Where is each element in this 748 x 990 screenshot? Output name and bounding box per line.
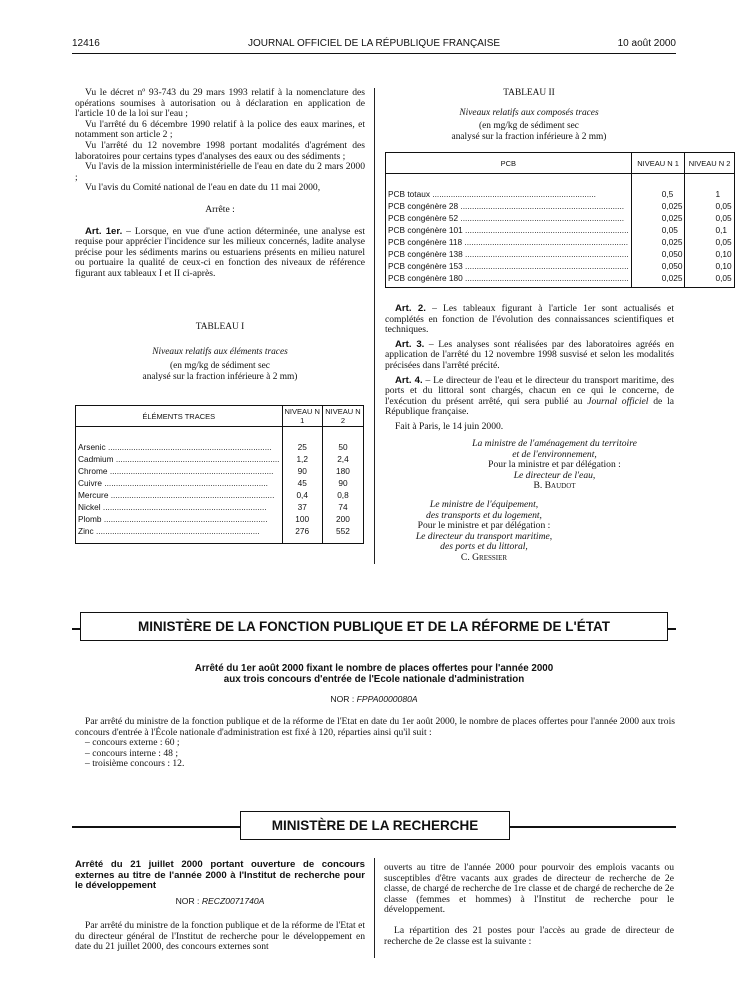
n1-value: 276 (282, 525, 322, 544)
table2-header-pcb: PCB (386, 153, 632, 174)
n1-value: 37 (282, 501, 322, 513)
element-name: Zinc ..... (78, 525, 280, 537)
table1-unit-line1: (en mg/kg de sédiment sec (170, 361, 270, 372)
table2-subtitle: Niveaux relatifs aux composés traces (459, 107, 599, 118)
n1-value: 0,4 (282, 489, 322, 501)
left-column (75, 88, 365, 280)
table-row (386, 272, 735, 288)
table1-header-element: ÉLÉMENTS TRACES (76, 406, 283, 427)
n1-value: 25 (282, 441, 322, 453)
article-3 (385, 340, 674, 372)
table-row (76, 477, 364, 489)
table-row (76, 441, 364, 453)
n2-value: 90 (322, 477, 363, 489)
fait-a-paris: Fait à Paris, le 14 juin 2000. (395, 420, 504, 432)
table1-subtitle: Niveaux relatifs aux éléments traces (152, 346, 288, 357)
sig2-line1: Le ministre de l'équipement, (429, 499, 539, 510)
sig1-line4: Le directeur de l'eau, (513, 469, 596, 481)
table-row (386, 200, 735, 212)
sig2-line3: Pour le ministre et par délégation : (417, 520, 551, 532)
table-row (386, 212, 735, 224)
table1-title: TABLEAU I (195, 322, 245, 332)
table1-header-n1: NIVEAU N 1 (282, 406, 322, 427)
page-number: 12416 (72, 38, 100, 49)
table-row (76, 513, 364, 525)
n2-value: 74 (322, 501, 363, 513)
section1-nor (72, 694, 676, 704)
section2-right-paragraph-2: La répartition des 21 postes pour l'accès au grade de directeur de recherche de 2e classe est la suivante : (384, 924, 674, 947)
article-2 (385, 304, 674, 336)
sig1-line3: Pour la ministre et par délégation : (488, 459, 621, 471)
n2-value: 0,05 (685, 236, 734, 248)
section1-nor-code: FPPA0000080A (356, 694, 418, 704)
table-row (386, 236, 735, 248)
table2-header-n2: NIVEAU N 2 (685, 153, 734, 174)
n2-value: 552 (322, 525, 363, 544)
pcb-name: PCB congénère 101 ..... (388, 224, 629, 236)
table2-unit-line1: (en mg/kg de sédiment sec (479, 121, 579, 132)
article-1 (75, 227, 365, 280)
sig1-line1: La ministre de l'aménagement du territoire (472, 438, 637, 449)
element-name: Cuivre ..... (78, 477, 280, 489)
n1-value: 45 (282, 477, 322, 489)
table1-header-n2: NIVEAU N 2 (322, 406, 363, 427)
table2-title: TABLEAU II (503, 88, 555, 98)
article-4-label: Art. 4. (395, 374, 423, 386)
list-item: – concours interne : 48 ; (85, 747, 178, 759)
section2-nor (75, 896, 365, 906)
signature-environment (385, 439, 674, 492)
visa-1: Vu le décret nº 93-743 du 29 mars 1993 relatif à la nomenclature des opérations soumises à autorisation ou à déclaration en application de l'article 10 de la loi sur l'eau ; (75, 87, 365, 120)
n1-value: 90 (282, 465, 322, 477)
n2-value: 0,10 (685, 248, 734, 260)
n1-value: 0,05 (631, 224, 685, 236)
table1-caption (75, 322, 365, 382)
section1-body (75, 717, 675, 770)
n2-value: 0,05 (685, 212, 734, 224)
section2-nor-label: NOR : (175, 896, 200, 906)
sig2-line2: des transports et du logement, (426, 509, 542, 521)
table-row (386, 260, 735, 272)
pcb-name: PCB totaux ..... (388, 188, 629, 200)
section1-nor-label: NOR : (330, 694, 355, 704)
pcb-name: PCB congénère 138 ..... (388, 248, 629, 260)
list-item: – concours externe : 60 ; (85, 737, 180, 749)
n2-value: 1 (685, 188, 734, 200)
table-row (76, 501, 364, 513)
visa-3: Vu l'arrêté du 12 novembre 1998 portant modalités d'agrément des laboratoires pour certains types d'analyses des eaux ou des sédiments ; (75, 139, 365, 162)
article-3-text: – Les analyses sont réalisées par des laboratoires agréés en application de l'arrêté du 12 novembre 1998 susvisé et selon les modalités précisées dans l'arrêté précité. (385, 338, 674, 371)
table1 (75, 405, 364, 544)
table2-unit-line2: analysé sur la fraction inférieure à 2 mm) (451, 131, 607, 142)
table-row (76, 465, 364, 477)
section1-title-line1: Arrêté du 1er août 2000 fixant le nombre de places offertes pour l'année 2000 (194, 663, 554, 674)
section2-title: Arrêté du 21 juillet 2000 portant ouverture de concours externes au titre de l'année 2000 à l'Institut de recherche pour le développement (75, 859, 365, 892)
section1-banner: MINISTÈRE DE LA FONCTION PUBLIQUE ET DE LA RÉFORME DE L'ÉTAT (80, 612, 668, 641)
n2-value: 2,4 (322, 453, 363, 465)
section1-paragraph: Par arrêté du ministre de la fonction publique et de la réforme de l'Etat en date du 1er août 2000, le nombre de places offertes pour l'année 2000 aux trois concours d'entrée à l'École nationale d'administration est fixé à 120, réparties ainsi qu'il suit : (75, 716, 675, 738)
pcb-name: PCB congénère 153 ..... (388, 260, 629, 272)
n2-value: 0,8 (322, 489, 363, 501)
n2-value: 0,10 (685, 260, 734, 272)
element-name: Chrome ..... (78, 465, 280, 477)
table-row (76, 453, 364, 465)
n1-value: 0,025 (631, 236, 685, 248)
table2 (385, 152, 732, 288)
n2-value: 0,05 (685, 200, 734, 212)
section2-right-paragraph: ouverts au titre de l'année 2000 pour pourvoir des emplois vacants ou susceptibles d'être vacants aux grades de directeur de recherche de 2e classe, de chargé de recherche de 1re classe et de chargé de recherche de 2e classe (femmes et hommes) à l'Institut de recherche pour le développement. (384, 862, 674, 916)
section2-right-body (384, 863, 674, 947)
element-name: Cadmium ..... (78, 453, 280, 465)
n1-value: 0,050 (631, 248, 685, 260)
n2-value: 0,1 (685, 224, 734, 236)
n2-value: 50 (322, 441, 363, 453)
signature-transport (384, 500, 584, 564)
table-row (386, 188, 735, 200)
table2-caption (384, 88, 674, 142)
article-4 (385, 376, 674, 418)
section2-nor-code: RECZ0071740A (201, 896, 265, 906)
right-articles (385, 304, 674, 433)
n1-value: 0,5 (631, 188, 685, 200)
n2-value: 200 (322, 513, 363, 525)
sig1-line2: et de l'environnement, (512, 448, 597, 460)
visa-5: Vu l'avis du Comité national de l'eau en date du 11 mai 2000, (85, 182, 321, 194)
visa-4: Vu l'avis de la mission interministérielle de l'eau en date du 2 mars 2000 ; (75, 161, 365, 183)
column-divider (374, 88, 375, 564)
section2-left-paragraph: Par arrêté du ministre de la fonction publique et de la réforme de l'Etat et du directeur général de l'Institut de recherche pour le développement en date du 21 juillet 2000, des concours externes sont (75, 920, 365, 953)
table-row (76, 489, 364, 501)
article-4-journal: Journal officiel (587, 395, 649, 407)
pcb-name: PCB congénère 52 ..... (388, 212, 629, 224)
sig2-line4: Le directeur du transport maritime, (415, 530, 553, 542)
issue-date: 10 août 2000 (617, 38, 676, 49)
element-name: Arsenic ..... (78, 441, 280, 453)
header-rule (72, 53, 676, 54)
section1-title-line2: aux trois concours d'entrée de l'Ecole nationale d'administration (223, 674, 525, 685)
n1-value: 0,050 (631, 260, 685, 272)
arrete-heading: Arrête : (205, 203, 235, 215)
table-row (386, 248, 735, 260)
n2-value: 0,05 (685, 272, 734, 288)
table1-unit-line2: analysé sur la fraction inférieure à 2 mm) (142, 371, 298, 382)
n1-value: 1,2 (282, 453, 322, 465)
section2-left-body (75, 921, 365, 953)
element-name: Plomb ..... (78, 513, 280, 525)
section2-banner: MINISTÈRE DE LA RECHERCHE (240, 811, 510, 840)
pcb-name: PCB congénère 180 ..... (388, 272, 629, 284)
table2-header-n1: NIVEAU N 1 (631, 153, 685, 174)
sig2-line5: des ports et du littoral, (440, 541, 528, 553)
table-row (386, 224, 735, 236)
sig1-name: B. Baudot (533, 480, 576, 492)
n2-value: 180 (322, 465, 363, 477)
article-4-text-c: de la République française. (385, 395, 674, 418)
section2-column-divider (374, 858, 375, 958)
page-header (72, 38, 676, 54)
n1-value: 0,025 (631, 212, 685, 224)
section1-title (72, 663, 676, 685)
article-2-text: – Les tableaux figurant à l'article 1er sont actualisés et complétés en fonction de l'évolution des connaissances scientifiques et techniques. (385, 303, 674, 336)
pcb-name: PCB congénère 28 ..... (388, 200, 629, 212)
element-name: Nickel ..... (78, 501, 280, 513)
article-1-label: Art. 1er. (85, 225, 123, 237)
visa-2: Vu l'arrêté du 6 décembre 1990 relatif à la police des eaux marines, et notamment son article 2 ; (75, 118, 365, 141)
n1-value: 0,025 (631, 200, 685, 212)
element-name: Mercure ..... (78, 489, 280, 501)
sig2-name: C. Gressier (460, 551, 508, 563)
n1-value: 100 (282, 513, 322, 525)
pcb-name: PCB congénère 118 ..... (388, 236, 629, 248)
article-1-text: – Lorsque, en vue d'une action déterminée, une analyse est requise pour apprécier l'incidence sur les milieux concernés, ladite analyse précise pour les sédiments marins ou estuariens présents en milieu naturel ou portuaire la qualité de ceux-ci en fonction des niveaux de référence figurant aux tableaux I et II ci-après. (75, 225, 365, 279)
list-item: – troisième concours : 12. (85, 758, 185, 770)
journal-title: JOURNAL OFFICIEL DE LA RÉPUBLIQUE FRANÇAISE (247, 38, 501, 49)
article-2-label: Art. 2. (395, 303, 426, 314)
article-4-text-a: – Le directeur de l'eau et le directeur du transport maritime, des ports et du littoral sont chargés, chacun en ce qui le concerne, de l'exécution du présent arrêté, qui sera publié au (385, 374, 674, 407)
article-3-label: Art. 3. (395, 338, 425, 350)
n1-value: 0,025 (631, 272, 685, 288)
table-row (76, 525, 364, 544)
